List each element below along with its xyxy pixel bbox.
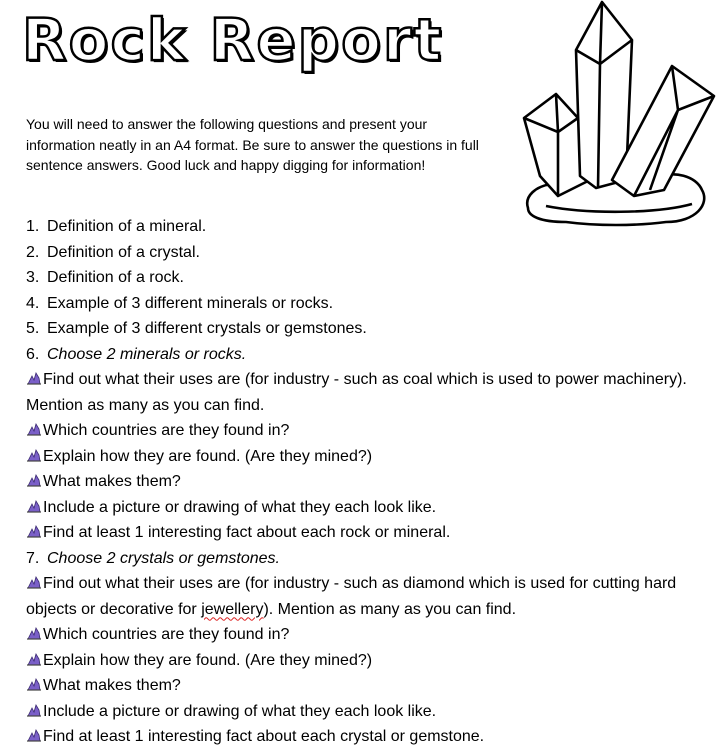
crystal-bullet-icon [26,572,42,586]
crystal-bullet-icon [26,445,42,459]
bullet-item: Find out what their uses are (for industry - such as diamond which is used for cutting hard objects or decorative for jewellery). Mention as many as you can find. [26,571,716,622]
section-heading-6: 6. Choose 2 minerals or rocks. [26,345,247,363]
crystal-cluster-illustration [516,0,720,232]
crystal-bullet-icon [26,419,42,433]
spellcheck-word: jewellery [201,600,264,618]
crystal-bullet-icon [26,674,42,688]
crystal-bullet-icon [26,470,42,484]
bullet-item: Find at least 1 interesting fact about each rock or mineral. [26,520,716,546]
list-item: 1. Definition of a mineral. [26,218,207,235]
bullet-item: Include a picture or drawing of what they each look like. [26,699,716,725]
list-item: 3. Definition of a rock. [26,269,184,286]
crystal-bullet-icon [26,700,42,714]
crystal-bullet-icon [26,368,42,382]
bullet-item: Explain how they are found. (Are they mined?) [26,648,716,674]
section-heading-7: 7. Choose 2 crystals or gemstones. [26,549,280,567]
bullet-item: Explain how they are found. (Are they mined?) [26,444,716,470]
list-item: 2. Definition of a crystal. [26,243,200,261]
page-title: Rock Report [22,6,444,74]
intro-paragraph: You will need to answer the following questions and present your information neatly in an A4 format. Be sure to answer the questions in full sentence answers. Good luck and happy digging for information! [26,116,479,173]
bullet-item: Which countries are they found in? [26,622,716,648]
bullet-item: Find at least 1 interesting fact about each crystal or gemstone. [26,724,716,750]
bullet-item: Find out what their uses are (for industry - such as coal which is used to power machinery). Mention as many as you can find. [26,367,716,418]
crystal-bullet-icon [26,496,42,510]
bullet-item: What makes them? [26,469,716,495]
crystal-bullet-icon [26,649,42,663]
bullet-item: What makes them? [26,673,716,699]
crystal-bullet-icon [26,725,42,739]
crystal-bullet-icon [26,521,42,535]
question-list [26,214,716,750]
crystal-bullet-icon [26,623,42,637]
bullet-item: Which countries are they found in? [26,418,716,444]
list-item: 5. Example of 3 different crystals or gemstones. [26,320,367,337]
bullet-item: Include a picture or drawing of what they each look like. [26,495,716,521]
list-item: 4. Example of 3 different minerals or rocks. [26,294,334,312]
